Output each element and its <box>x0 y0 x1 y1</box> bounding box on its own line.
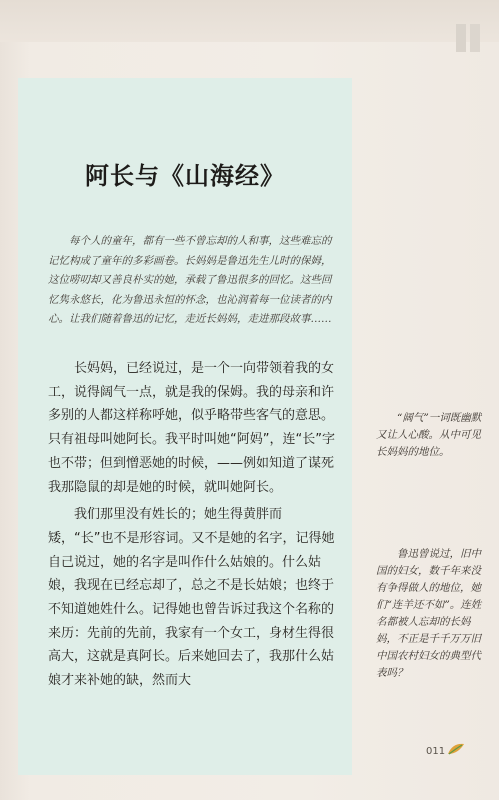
body-paragraph: 长妈妈，已经说过，是一个一向带领着我的女工，说得阔气一点，就是我的保姆。我的母亲和许多别的人都这样称呼她，似乎略带些客气的意思。只有祖母叫她阿长。我平时叫她“阿妈”，连“长”字也不带；但到憎恶她的时候，——例如知道了谋死我那隐鼠的却是她的时候，就叫她阿长。 <box>48 361 335 495</box>
article-body <box>48 357 338 697</box>
page-top-band <box>0 0 499 42</box>
margin-note-text: 鲁迅曾说过，旧中国的妇女，数千年来没有争得做人的地位，她们“连羊还不如”。连姓名都被人忘却的长妈妈，不正是千千万万旧中国农村妇女的典型代表吗？ <box>376 548 482 679</box>
intro-text: 每个人的童年，都有一些不曾忘却的人和事，这些难忘的记忆构成了童年的多彩画卷。长妈妈是鲁迅先生儿时的保姆，这位唠叨却又善良朴实的她，承载了鲁迅很多的回忆。这些回忆隽永悠长，化为鲁迅永恒的怀念，也沁润着每一位读者的内心。让我们随着鲁迅的记忆，走近长妈妈，走进那段故事…… <box>48 235 332 325</box>
margin-note-text: “阔气”一词既幽默又让人心酸。从中可见长妈妈的地位。 <box>376 412 482 458</box>
article-title: 阿长与《山海经》 <box>85 162 285 190</box>
page-number: 011 <box>426 746 446 757</box>
corner-decoration-icon <box>452 18 486 58</box>
margin-note <box>376 410 488 461</box>
article-intro <box>48 232 338 330</box>
margin-note <box>376 546 488 682</box>
leaf-icon <box>447 742 465 756</box>
body-paragraph: 我们那里没有姓长的；她生得黄胖而矮，“长”也不是形容词。又不是她的名字，记得她自己说过，她的名字是叫作什么姑娘的。什么姑娘，我现在已经忘却了，总之不是长姑娘；也终于不知道她姓什么。记得她也曾告诉过我这个名称的来历：先前的先前，我家有一个女工，身材生得很高大，这就是真阿长。后来她回去了，我那什么姑娘才来补她的缺，然而大 <box>48 507 335 689</box>
